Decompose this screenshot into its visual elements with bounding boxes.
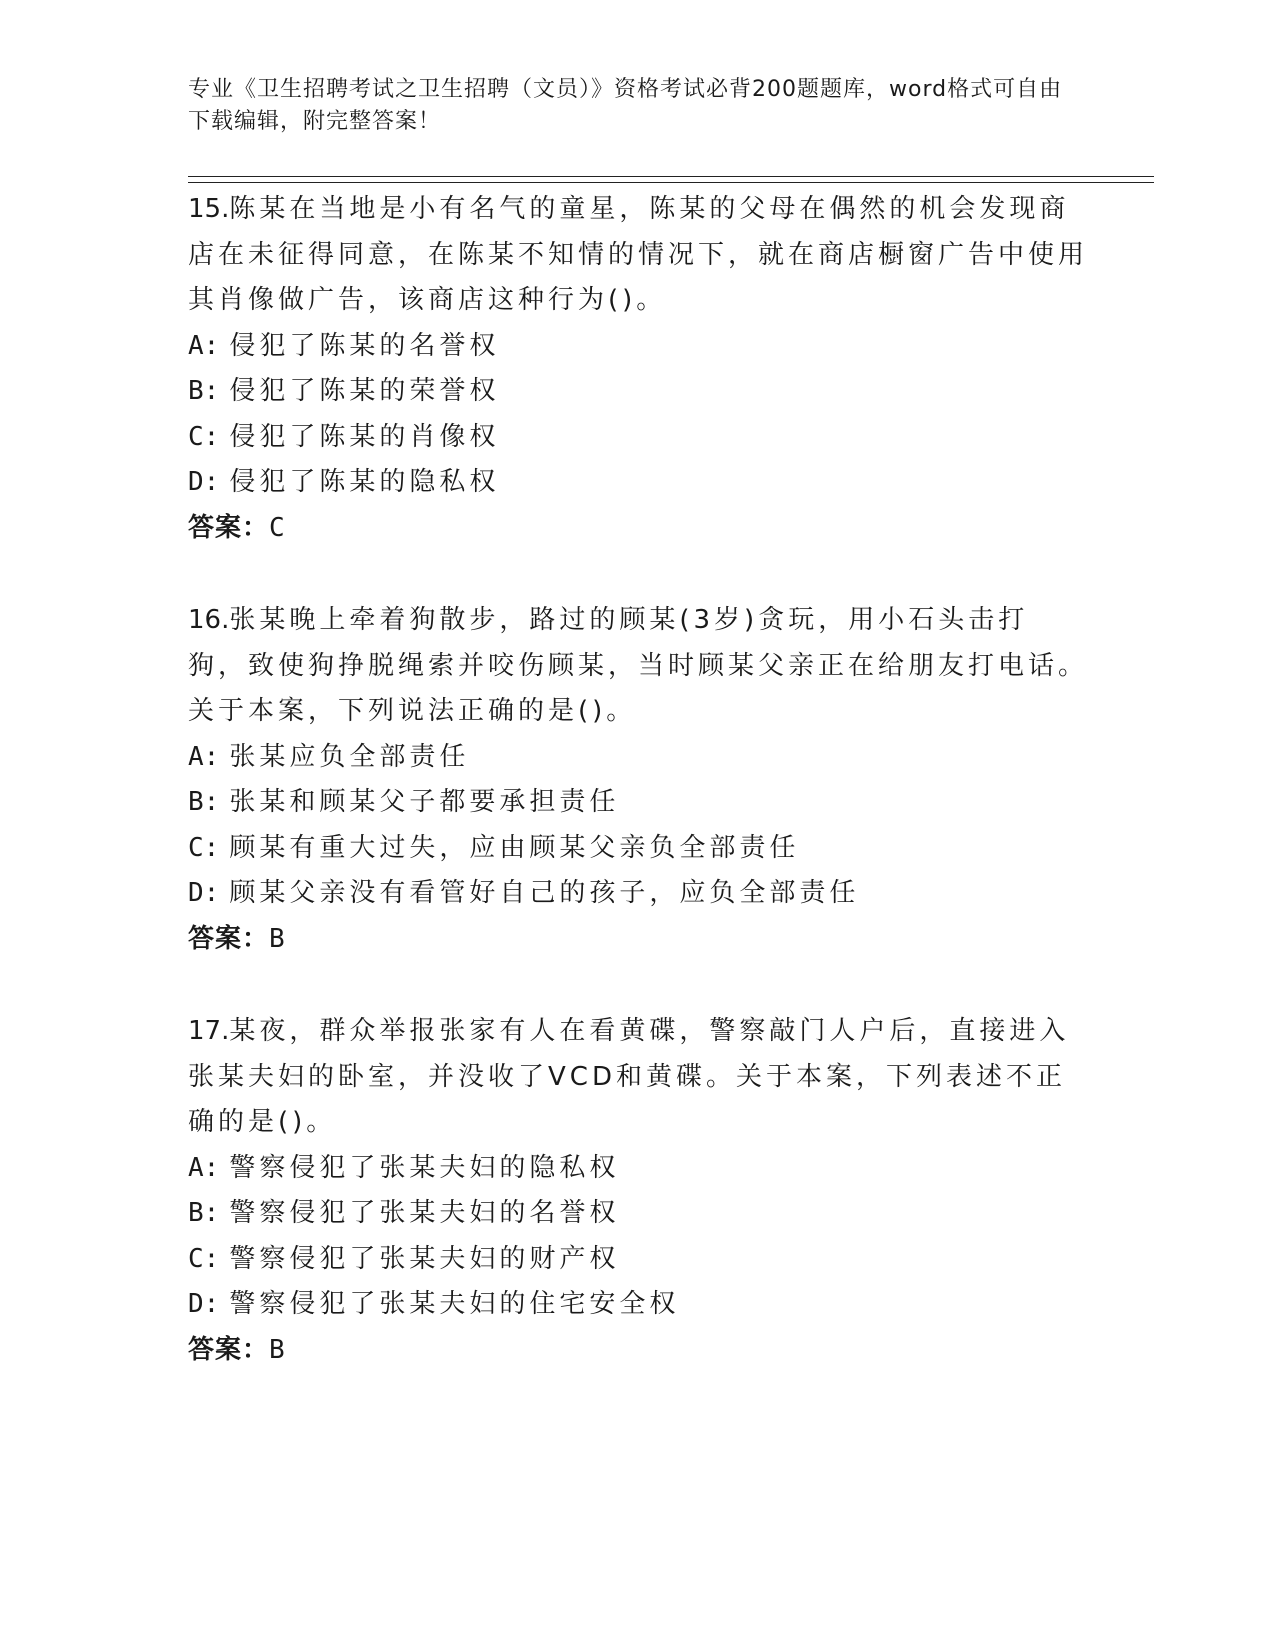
option-text: 警察侵犯了张某夫妇的财产权	[229, 1243, 620, 1274]
option-b	[188, 780, 1088, 826]
question-text: 陈某在当地是小有名气的童星，陈某的父母在偶然的机会发现商店在未征得同意，在陈某不知情的情况下，就在商店橱窗广告中使用其肖像做广告，该商店这种行为()。	[188, 194, 1089, 315]
option-c	[188, 415, 1088, 461]
answer-label: 答案：	[188, 1334, 270, 1365]
option-c	[188, 826, 1088, 872]
option-text: 侵犯了陈某的荣誉权	[229, 376, 500, 406]
option-letter: D:	[188, 467, 220, 497]
option-letter: A:	[188, 330, 220, 361]
option-letter: C:	[188, 1243, 220, 1274]
option-a	[188, 324, 1088, 370]
answer-value: C	[269, 512, 286, 543]
option-text: 顾某有重大过失，应由顾某父亲负全部责任	[229, 832, 800, 863]
answer-line	[188, 917, 1088, 963]
option-letter: D:	[188, 878, 220, 908]
question-list	[188, 187, 1088, 1420]
option-letter: B:	[188, 1198, 220, 1228]
question-15	[188, 187, 1088, 551]
question-stem	[188, 187, 1088, 324]
option-letter: B:	[188, 787, 220, 817]
option-letter: C:	[188, 421, 220, 452]
option-d	[188, 460, 1088, 506]
option-text: 侵犯了陈某的隐私权	[229, 467, 500, 497]
option-text: 侵犯了陈某的名誉权	[229, 330, 500, 361]
option-text: 张某应负全部责任	[229, 741, 470, 772]
option-a	[188, 1146, 1088, 1192]
answer-label: 答案：	[188, 923, 270, 954]
question-text: 某夜，群众举报张家有人在看黄碟，警察敲门人户后，直接进入张某夫妇的卧室，并没收了VCD和黄碟。关于本案，下列表述不正确的是()。	[188, 1016, 1070, 1137]
option-text: 张某和顾某父子都要承担责任	[229, 787, 620, 817]
option-b	[188, 1191, 1088, 1237]
answer-line	[188, 506, 1088, 552]
question-17	[188, 1009, 1088, 1373]
answer-value: B	[269, 1334, 286, 1365]
option-letter: A:	[188, 1152, 220, 1183]
option-text: 警察侵犯了张某夫妇的名誉权	[229, 1198, 620, 1228]
option-letter: B:	[188, 376, 220, 406]
question-16	[188, 598, 1088, 962]
answer-label: 答案：	[188, 512, 270, 543]
question-number: 16.	[188, 605, 230, 635]
option-letter: D:	[188, 1289, 220, 1319]
option-text: 警察侵犯了张某夫妇的住宅安全权	[229, 1289, 680, 1319]
option-c	[188, 1237, 1088, 1283]
option-d	[188, 1282, 1088, 1328]
option-text: 侵犯了陈某的肖像权	[229, 421, 500, 452]
answer-line	[188, 1328, 1088, 1374]
answer-value: B	[269, 923, 286, 954]
document-header: 专业《卫生招聘考试之卫生招聘（文员）》资格考试必背200题题库，word格式可自由下载编辑，附完整答案！	[188, 77, 1063, 134]
question-stem	[188, 598, 1088, 735]
question-number: 15.	[188, 194, 230, 224]
header-divider-top	[188, 176, 1154, 177]
question-number: 17.	[188, 1016, 230, 1046]
option-letter: A:	[188, 741, 220, 772]
header-divider-bottom	[188, 182, 1154, 183]
option-text: 警察侵犯了张某夫妇的隐私权	[229, 1152, 620, 1183]
option-letter: C:	[188, 832, 220, 863]
option-d	[188, 871, 1088, 917]
option-b	[188, 369, 1088, 415]
option-a	[188, 735, 1088, 781]
question-text: 张某晚上牵着狗散步，路过的顾某(3岁)贪玩，用小石头击打狗，致使狗挣脱绳索并咬伤顾某，当时顾某父亲正在给朋友打电话。关于本案，下列说法正确的是()。	[188, 605, 1089, 726]
option-text: 顾某父亲没有看管好自己的孩子，应负全部责任	[229, 878, 860, 908]
question-stem	[188, 1009, 1088, 1146]
